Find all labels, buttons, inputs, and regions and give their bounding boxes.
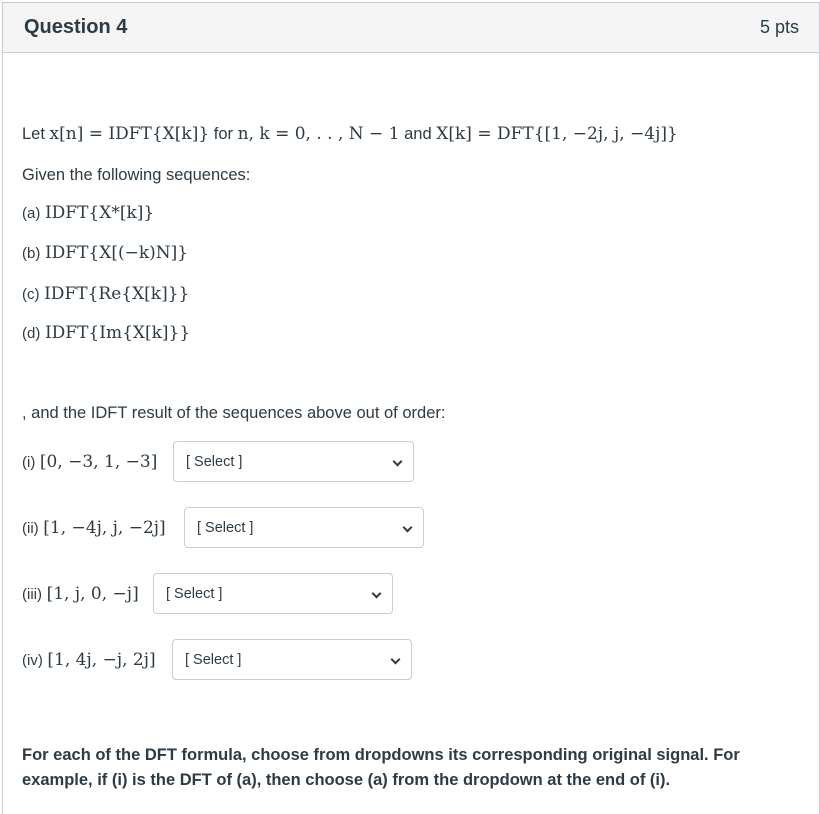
answer-select-ii[interactable] — [184, 507, 424, 548]
question-title: Question 4 — [24, 16, 128, 38]
result-iii — [22, 584, 139, 604]
answer-select-iii[interactable] — [153, 573, 393, 614]
intro-and: and — [404, 125, 432, 143]
intro-range-formula: n, k = 0, . . , N − 1 — [237, 124, 400, 144]
intro-line — [22, 124, 678, 144]
result-ii — [22, 518, 166, 538]
sequence-expr: IDFT{Im{X[k]}} — [44, 323, 191, 343]
instructions-line-2: example, if (i) is the DFT of (a), then choose (a) from the dropdown at the end of (i). — [22, 771, 671, 789]
sequence-label: (d) — [22, 325, 41, 342]
chevron-down-icon — [391, 655, 401, 665]
result-label: (i) — [22, 454, 36, 471]
result-expr: [1, −4j, j, −2j] — [43, 518, 166, 538]
result-i — [22, 452, 157, 472]
result-label: (ii) — [22, 520, 39, 537]
instructions-line-1: For each of the DFT formula, choose from dropdowns its corresponding original signal. For — [22, 746, 740, 764]
result-expr: [1, j, 0, −j] — [46, 584, 139, 604]
question-points: 5 pts — [759, 17, 799, 37]
sequence-label: (a) — [22, 205, 41, 222]
answer-select-i[interactable] — [173, 441, 414, 482]
chevron-down-icon — [393, 457, 403, 467]
sequence-expr: IDFT{X*[k]} — [44, 203, 155, 223]
sequence-expr: IDFT{Re{X[k]}} — [44, 284, 190, 304]
sequence-d — [22, 323, 190, 343]
result-iv — [22, 650, 156, 670]
select-value: [ Select ] — [185, 651, 242, 668]
select-value: [ Select ] — [197, 519, 254, 536]
sequence-label: (b) — [22, 245, 41, 262]
sequence-label: (c) — [22, 286, 40, 303]
intro-xn-formula: x[n] = IDFT{X[k]} — [49, 124, 210, 144]
select-value: [ Select ] — [186, 453, 243, 470]
question-header — [3, 3, 819, 53]
chevron-down-icon — [403, 523, 413, 533]
sequence-a — [22, 203, 154, 223]
sequence-c — [22, 284, 189, 304]
sequence-expr: IDFT{X[(−k)N]} — [44, 243, 189, 263]
results-intro: , and the IDFT result of the sequences above out of order: — [22, 404, 446, 422]
result-label: (iv) — [22, 652, 43, 669]
intro-xk-formula: X[k] = DFT{[1, −2j, j, −4j]} — [436, 124, 678, 144]
result-expr: [1, 4j, −j, 2j] — [47, 650, 156, 670]
intro-for: for — [213, 125, 234, 143]
intro-let: Let — [22, 125, 45, 143]
answer-select-iv[interactable] — [172, 639, 412, 680]
chevron-down-icon — [372, 589, 382, 599]
sequence-b — [22, 243, 188, 263]
instructions — [22, 743, 740, 793]
result-label: (iii) — [22, 586, 42, 603]
given-text: Given the following sequences: — [22, 166, 251, 184]
select-value: [ Select ] — [166, 585, 223, 602]
result-expr: [0, −3, 1, −3] — [39, 452, 158, 472]
